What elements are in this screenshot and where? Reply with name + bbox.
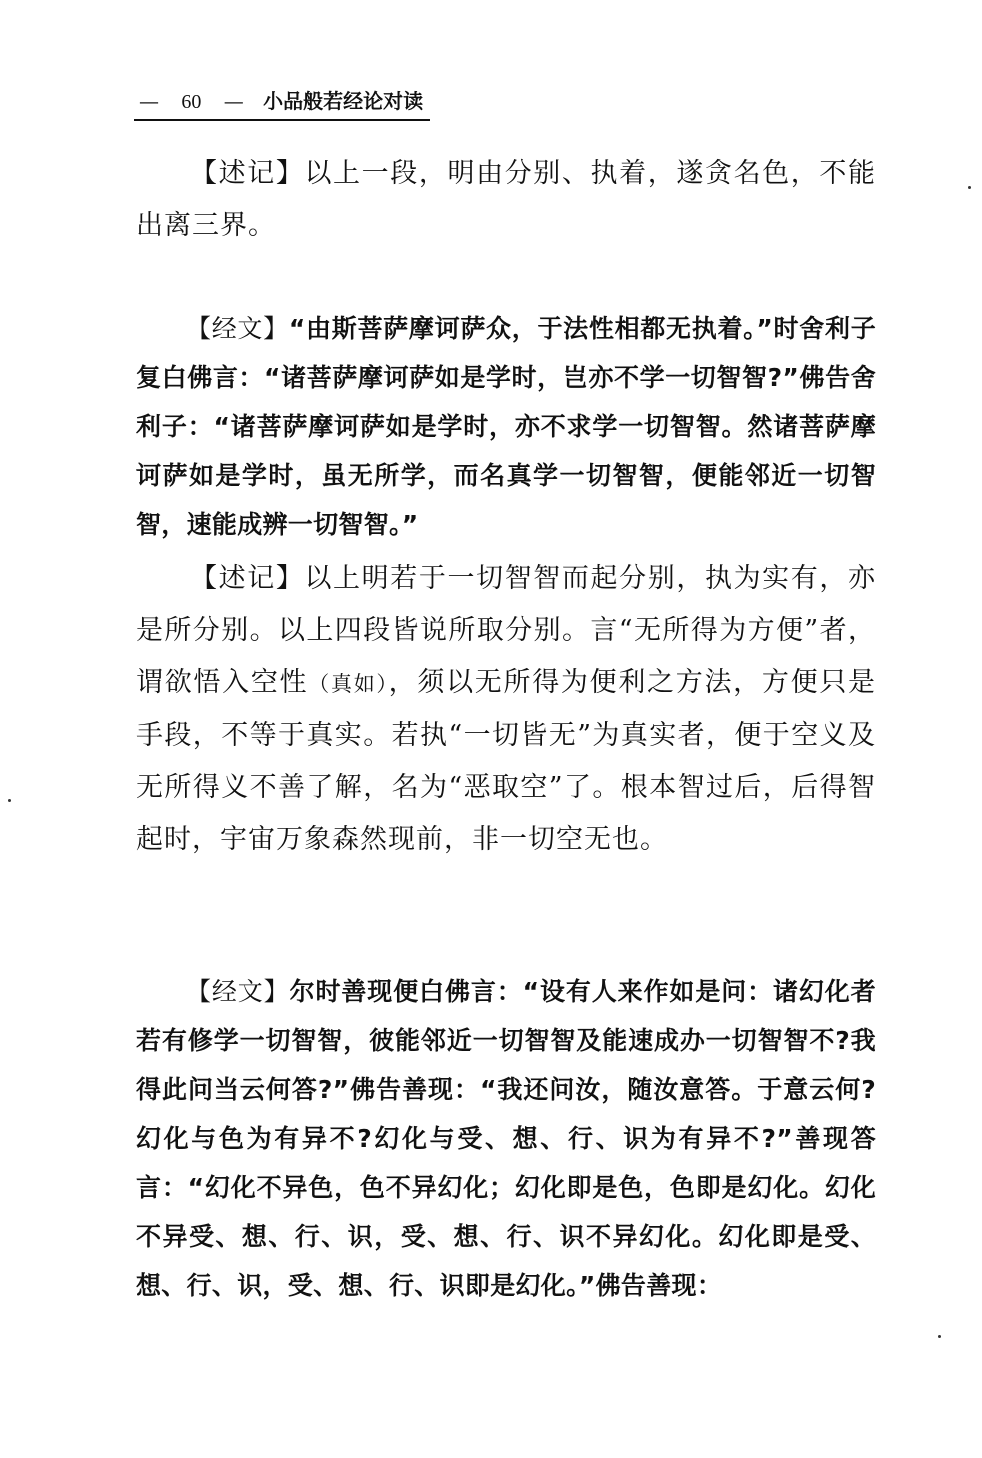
header-dash-right: — [223,89,244,113]
paragraph-tag: 【经文】 [186,977,290,1006]
paragraph-text: 以上一段，明由分别、执着，遂贪名色，不能出离三界。 [136,158,877,241]
paragraph-text: 以上明若于一切智智而起分别，执为实有，亦是所分别。以上四段皆说所取分别。言“无所得为方便”者，谓欲悟入空性 [136,563,877,698]
sutra-paragraph-2 [136,967,876,1310]
scan-speck [938,1335,941,1338]
inline-note: （真如） [308,672,389,696]
paragraph-text: “由斯菩萨摩诃萨众，于法性相都无执着。”时舍利子复白佛言：“诸菩萨摩诃萨如是学时，岂亦不学一切智智?”佛告舍利子：“诸菩萨摩诃萨如是学时，亦不求学一切智智。然诸菩萨摩诃萨如是学时，虽无所学，而名真学一切智智，便能邻近一切智智，速能成辨一切智智。” [136,314,876,539]
book-title: 小品般若经论对读 [263,89,424,113]
paragraph-text-continued: ，须以无所得为便利之方法，方便只是手段，不等于真实。若执“一切皆无”为真实者，便于空义及无所得义不善了解，名为“恶取空”了。根本智过后，后得智起时，宇宙万象森然现前，非一切空无也。 [136,667,877,855]
paragraph-tag: 【述记】 [190,563,305,594]
commentary-paragraph-2 [136,553,876,866]
scan-speck [968,186,971,189]
page-number: 60 [181,91,202,113]
commentary-paragraph-1 [136,148,876,252]
header-dash-left: — [139,89,159,113]
paragraph-text: 尔时善现便白佛言：“设有人来作如是问：诸幻化者若有修学一切智智，彼能邻近一切智智及能速成办一切智智不?我得此问当云何答?”佛告善现：“我还问汝，随汝意答。于意云何?幻化与色为有异不?幻化与受、想、行、识为有异不?”善现答言：“幻化不异色，色不异幻化；幻化即是色，色即是幻化。幻化不异受、想、行、识，受、想、行、识不异幻化。幻化即是受、想、行、识，受、想、行、识即是幻化。”佛告善现： [136,977,876,1300]
sutra-paragraph-1 [136,304,876,549]
paragraph-tag: 【述记】 [190,158,305,189]
running-header [136,89,426,119]
header-rule [134,119,430,121]
paragraph-tag: 【经文】 [186,314,289,343]
scan-speck [8,799,11,802]
